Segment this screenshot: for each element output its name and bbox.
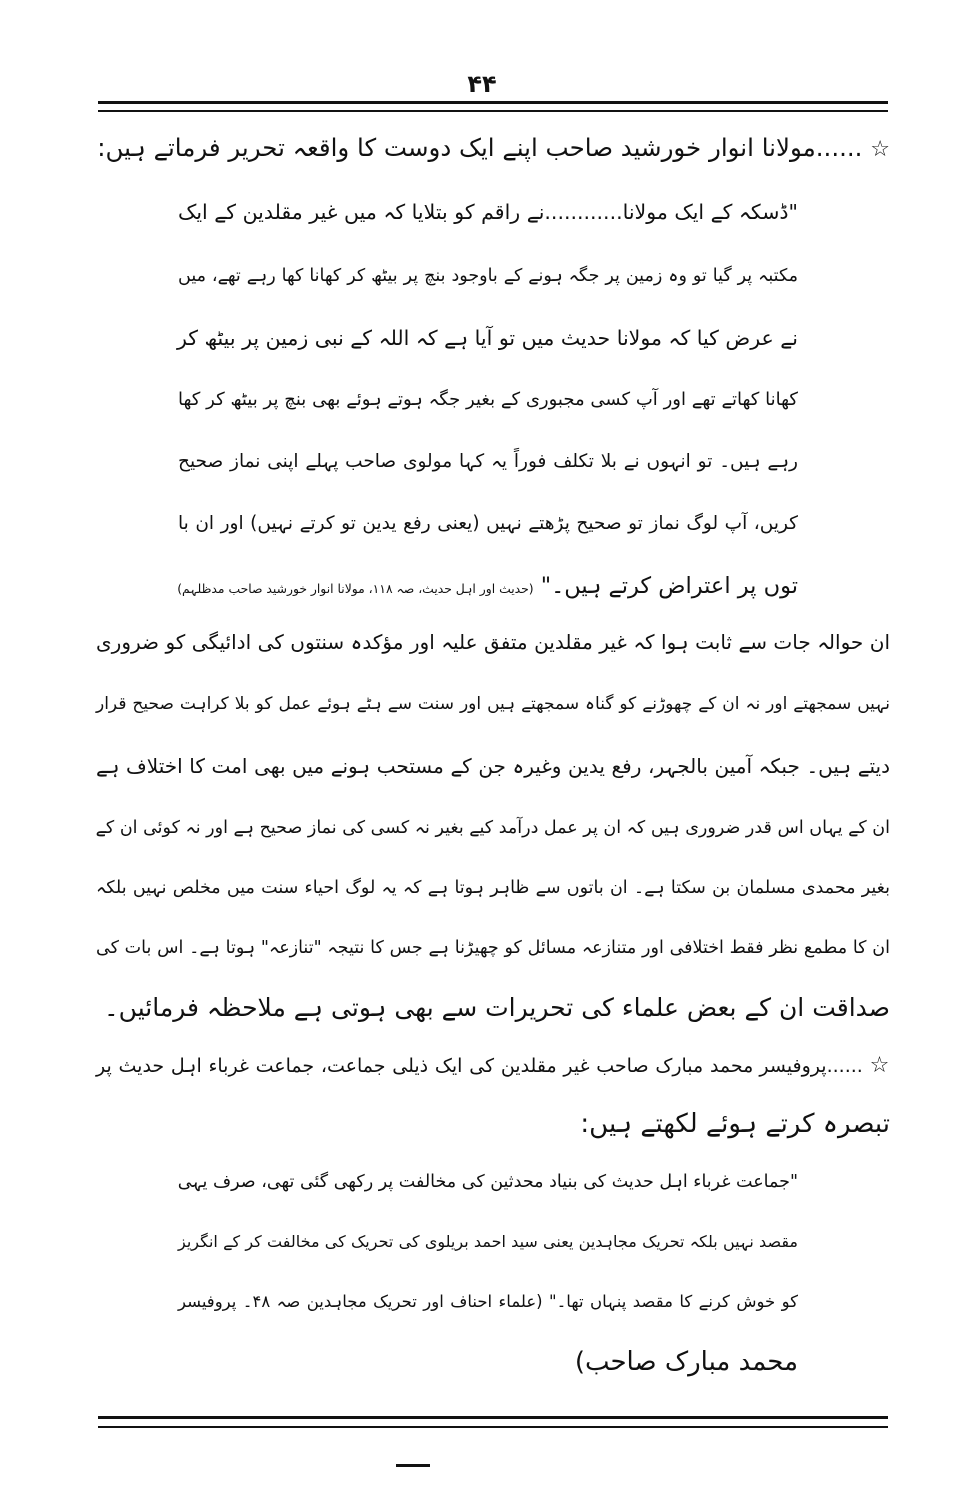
block1-quote-line: نے عرض کیا کہ مولانا حدیث میں تو آیا ہے کہ اللہ کے نبی زمین پر بیٹھ کر <box>176 326 798 350</box>
block1-quote-line: کریں، آپ لوگ نماز تو صحیح پڑھتے نہیں (یعنی رفع یدین تو کرتے نہیں) اور ان با <box>178 513 798 534</box>
block1-quote-last-line <box>178 566 798 606</box>
block2-intro-line: تبصرہ کرتے ہوئے لکھتے ہیں: <box>580 1109 890 1139</box>
block1-citation: (حدیث اور اہل حدیث، صہ ۱۱۸، مولانا انوار خورشید صاحب مدظلہم) <box>177 582 534 596</box>
footer-rule-thin <box>98 1426 888 1428</box>
block1-quote-line: رہے ہیں۔ تو انہوں نے بلا تکلف فوراً یہ کہا مولوی صاحب پہلے اپنی نماز صحیح <box>178 451 798 472</box>
header-rule-thick <box>98 101 888 104</box>
block2-quote-line: "جماعت غرباء اہل حدیث کی بنیاد محدثین کی مخالفت پر رکھی گئی تھی، صرف یہی <box>177 1172 798 1192</box>
star-icon: ☆ <box>869 1053 891 1078</box>
block1-quote-line: مکتبہ پر گیا تو وہ زمین پر جگہ ہونے کے باوجود بنچ پر بیٹھ کر کھانا کھا رہے تھے، میں <box>178 266 798 286</box>
bottom-dash <box>396 1464 430 1467</box>
footer-rule-thick <box>98 1416 888 1419</box>
block1-quote-end: توں پر اعتراض کرتے ہیں۔" <box>540 573 798 599</box>
page-number: ۴۴ <box>467 70 497 98</box>
block2-intro: ......پروفیسر محمد مبارک صاحب غیر مقلدین کی ایک ذیلی جماعت، جماعت غرباء اہل حدیث پر <box>96 1055 863 1077</box>
paragraph-line: دیتے ہیں۔ جبکہ آمین بالجہر، رفع یدین وغیرہ جن کے مستحب ہونے میں بھی امت کا اختلاف ہے <box>96 754 890 778</box>
paragraph-line: بغیر محمدی مسلمان بن سکتا ہے۔ ان باتوں سے ظاہر ہوتا ہے کہ یہ لوگ احیاء سنت میں مخلص نہیں بلکہ <box>96 878 890 898</box>
block2-quote-line: مقصد نہیں بلکہ تحریک مجاہدین یعنی سید احمد بریلوی کی تحریک کی مخالفت کر کے انگریز <box>178 1232 798 1251</box>
star-icon: ☆ <box>870 137 890 162</box>
paragraph-line: ان حوالہ جات سے ثابت ہوا کہ غیر مقلدین متفق علیہ اور مؤکدہ سنتوں کی ادائیگی کو ضروری <box>96 630 890 654</box>
block1-intro: ......مولانا انوار خورشید صاحب اپنے ایک دوست کا واقعہ تحریر فرماتے ہیں: <box>97 133 863 162</box>
block2-quote-line: کو خوش کرنے کا مقصد پنہاں تھا۔" (علماء احناف اور تحریک مجاہدین صہ ۴۸۔ پروفیسر <box>178 1292 798 1311</box>
block2-quote-line: محمد مبارک صاحب) <box>574 1347 798 1377</box>
paragraph-line: ان کے یہاں اس قدر ضروری ہیں کہ ان پر عمل درآمد کیے بغیر نہ کسی کی نماز صحیح ہے اور نہ کوئی ان کے <box>95 818 890 838</box>
paragraph-line: نہیں سمجھتے اور نہ ان کے چھوڑنے کو گناہ سمجھتے ہیں اور سنت سے ہٹے ہوئے عمل کو بلا کراہت صحیح قرار <box>96 694 890 714</box>
block1-quote-line: کھانا کھاتے تھے اور آپ کسی مجبوری کے بغیر جگہ ہوتے ہوئے بھی بنچ پر بیٹھ کر کھا <box>178 389 798 410</box>
block1-quote-line: "ڈسکہ کے ایک مولانا............نے راقم کو بتلایا کہ میں غیر مقلدین کے ایک <box>178 200 798 224</box>
block2-intro-line <box>96 1046 890 1086</box>
header-rule-thin <box>98 110 888 112</box>
paragraph-last-line: صداقت ان کے بعض علماء کی تحریرات سے بھی ہوتی ہے ملاحظہ فرمائیں۔ <box>104 993 890 1022</box>
block1-intro-line <box>96 128 890 168</box>
paragraph-line: ان کا مطمع نظر فقط اختلافی اور متنازعہ مسائل کو چھیڑنا ہے جس کا نتیجہ "تنازعہ" ہوتا ہے۔ اس بات کی <box>96 938 890 958</box>
